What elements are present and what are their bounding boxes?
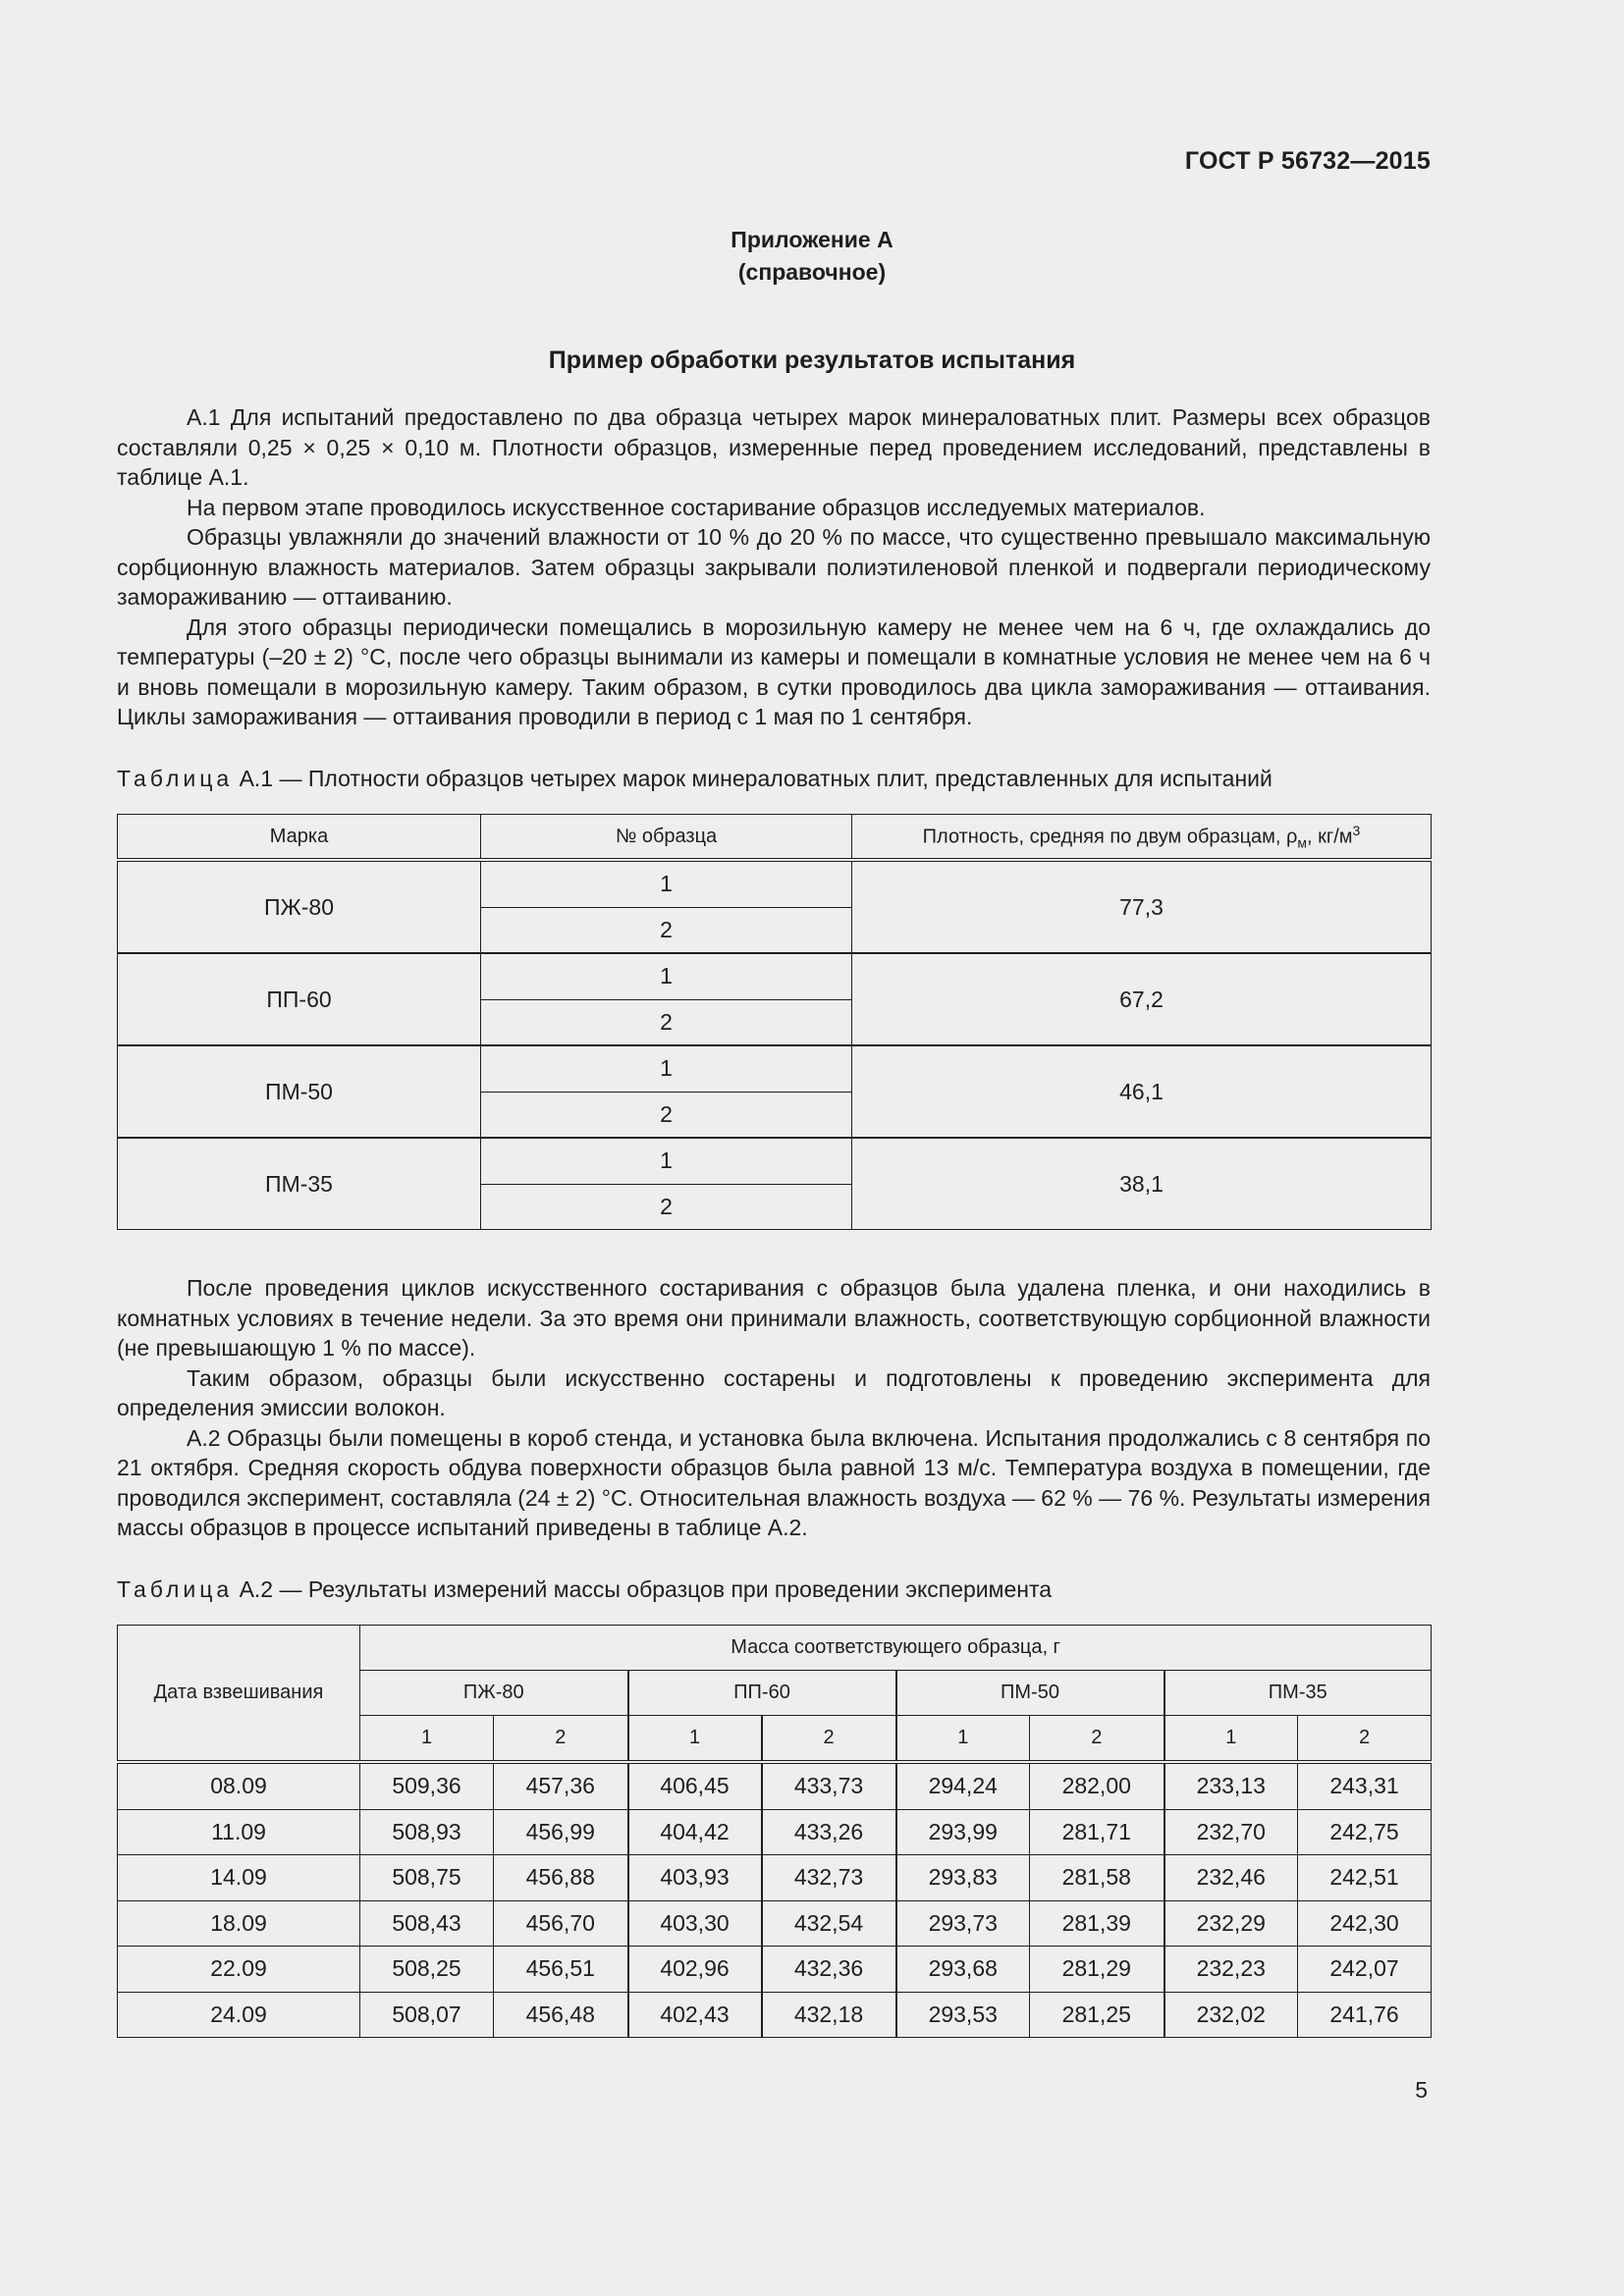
page-number: 5 xyxy=(1415,2077,1428,2103)
mass-cell: 232,29 xyxy=(1164,1900,1298,1947)
brand-header: ПМ-35 xyxy=(1164,1671,1432,1716)
mass-cell: 432,36 xyxy=(762,1947,896,1993)
mass-cell: 403,30 xyxy=(628,1900,762,1947)
mass-cell: 456,70 xyxy=(494,1900,628,1947)
annex-type: (справочное) xyxy=(737,259,887,285)
paragraph: А.2 Образцы были помещены в короб стенда, и установка была включена. Испытания продолжались с 8 сентября по 21 октября. Средняя скорость обдува поверхности образцов была равной 13 м/с. Температура воздуха в помещении, где проводился эксперимент, составляла (24 ± 2) °С. Относительная влажность воздуха — 62 % — 76 %. Результаты измерения массы образцов в процессе испытаний приведены в таблице А.2. xyxy=(117,1424,1431,1540)
date-col-header: Дата взвешивания xyxy=(118,1626,360,1763)
mass-cell: 404,42 xyxy=(628,1809,762,1855)
mass-cell: 242,51 xyxy=(1298,1855,1432,1901)
date-cell: 22.09 xyxy=(118,1947,360,1993)
mass-cell: 281,58 xyxy=(1030,1855,1164,1901)
table2-caption xyxy=(117,1575,1431,1604)
mass-cell: 243,31 xyxy=(1298,1762,1432,1809)
mass-cell: 433,73 xyxy=(762,1762,896,1809)
table-row xyxy=(118,1947,1432,1993)
table2-caption-text: А.2 — Результаты измерений массы образцов при проведении эксперимента xyxy=(239,1576,1053,1602)
mass-table-body xyxy=(118,1762,1432,2038)
sample-cell: 1 xyxy=(481,1045,852,1092)
mass-cell: 402,96 xyxy=(628,1947,762,1993)
mass-cell: 232,46 xyxy=(1164,1855,1298,1901)
table-row xyxy=(118,1138,1432,1184)
mass-cell: 509,36 xyxy=(360,1762,494,1809)
mass-cell: 281,39 xyxy=(1030,1900,1164,1947)
sample-cell: 1 xyxy=(481,860,852,907)
sample-header: 1 xyxy=(896,1716,1030,1763)
mass-cell: 402,43 xyxy=(628,1992,762,2038)
mass-cell: 508,25 xyxy=(360,1947,494,1993)
table-row xyxy=(118,1900,1432,1947)
date-cell: 11.09 xyxy=(118,1809,360,1855)
paragraph: Таким образом, образцы были искусственно состарены и подготовлены к проведению эксперимента для определения эмиссии волокон. xyxy=(117,1364,1431,1420)
mass-cell: 432,18 xyxy=(762,1992,896,2038)
mass-cell: 508,93 xyxy=(360,1809,494,1855)
brand-cell: ПП-60 xyxy=(118,953,481,1045)
mass-cell: 293,83 xyxy=(896,1855,1030,1901)
sample-cell: 1 xyxy=(481,1138,852,1184)
mass-cell: 508,43 xyxy=(360,1900,494,1947)
mass-cell: 456,99 xyxy=(494,1809,628,1855)
table-row xyxy=(118,953,1432,999)
mass-cell: 242,75 xyxy=(1298,1809,1432,1855)
mass-cell: 406,45 xyxy=(628,1762,762,1809)
mass-cell: 293,73 xyxy=(896,1900,1030,1947)
mass-cell: 433,26 xyxy=(762,1809,896,1855)
brand-cell: ПМ-35 xyxy=(118,1138,481,1230)
sample-cell: 1 xyxy=(481,953,852,999)
table1-caption-text: А.1 — Плотности образцов четырех марок минераловатных плит, представленных для испытаний xyxy=(239,766,1272,791)
table-row xyxy=(118,860,1432,907)
mass-cell: 432,73 xyxy=(762,1855,896,1901)
mass-cell: 232,70 xyxy=(1164,1809,1298,1855)
paragraph: На первом этапе проводилось искусственное состаривание образцов исследуемых материалов. xyxy=(187,494,1206,520)
mass-cell: 241,76 xyxy=(1298,1992,1432,2038)
mass-cell: 281,29 xyxy=(1030,1947,1164,1993)
paragraph: Образцы увлажняли до значений влажности от 10 % до 20 % по массе, что существенно превышало максимальную сорбционную влажность материалов. Затем образцы закрывали полиэтиленовой пленкой и подвергали периодическому замораживанию — оттаиванию. xyxy=(117,524,1431,610)
brand-col-header: Марка xyxy=(118,815,481,861)
mass-cell: 281,71 xyxy=(1030,1809,1164,1855)
paragraph: Для этого образцы периодически помещались в морозильную камеру не менее чем на 6 ч, где охлаждались до температуры (–20 ± 2) °С, после чего образцы вынимали из камеры и помещали в комнатные условия не менее чем на 6 ч и вновь помещали в морозильную камеру. Таким образом, в сутки проводилось два цикла замораживания — оттаивания. Циклы замораживания — оттаивания проводили в период с 1 мая по 1 сентября. xyxy=(117,614,1431,729)
sample-header: 1 xyxy=(628,1716,762,1763)
mass-cell: 293,68 xyxy=(896,1947,1030,1993)
section-title: Пример обработки результатов испытания xyxy=(548,347,1076,374)
date-cell: 18.09 xyxy=(118,1900,360,1947)
mass-group-header: Масса соответствующего образца, г xyxy=(360,1626,1432,1671)
mass-cell: 508,07 xyxy=(360,1992,494,2038)
date-cell: 08.09 xyxy=(118,1762,360,1809)
standard-code: ГОСТ Р 56732—2015 xyxy=(1184,147,1431,175)
sample-header: 2 xyxy=(1298,1716,1432,1763)
date-cell: 14.09 xyxy=(118,1855,360,1901)
sample-header: 1 xyxy=(360,1716,494,1763)
mass-table xyxy=(117,1625,1432,2038)
sample-cell: 2 xyxy=(481,907,852,953)
mass-cell: 232,23 xyxy=(1164,1947,1298,1993)
sample-header: 2 xyxy=(762,1716,896,1763)
density-cell: 38,1 xyxy=(852,1138,1432,1230)
density-col-header: Плотность, средняя по двум образцам, $\rho_м$, $кг/м^3$ xyxy=(852,815,1432,861)
brand-header: ПП-60 xyxy=(628,1671,896,1716)
sample-cell: 2 xyxy=(481,1184,852,1230)
sample-col-header: № образца xyxy=(481,815,852,861)
brand-cell: ПМ-50 xyxy=(118,1045,481,1138)
mass-cell: 456,51 xyxy=(494,1947,628,1993)
mass-cell: 508,75 xyxy=(360,1855,494,1901)
sample-header: 2 xyxy=(494,1716,628,1763)
mass-cell: 232,02 xyxy=(1164,1992,1298,2038)
table-row xyxy=(118,1992,1432,2038)
brand-header: ПМ-50 xyxy=(896,1671,1164,1716)
mass-cell: 242,30 xyxy=(1298,1900,1432,1947)
table2-caption-label: Таблица xyxy=(117,1576,234,1602)
table-row xyxy=(118,1855,1432,1901)
text-block-1 xyxy=(117,402,1431,732)
mass-cell: 282,00 xyxy=(1030,1762,1164,1809)
annex-label: Приложение А xyxy=(731,227,893,252)
density-table xyxy=(117,814,1432,1230)
mass-cell: 456,48 xyxy=(494,1992,628,2038)
density-cell: 46,1 xyxy=(852,1045,1432,1138)
brand-cell: ПЖ-80 xyxy=(118,860,481,953)
mass-cell: 456,88 xyxy=(494,1855,628,1901)
density-cell: 67,2 xyxy=(852,953,1432,1045)
mass-cell: 293,53 xyxy=(896,1992,1030,2038)
table1-caption xyxy=(117,764,1431,793)
date-cell: 24.09 xyxy=(118,1992,360,2038)
sample-header: 1 xyxy=(1164,1716,1298,1763)
sample-cell: 2 xyxy=(481,1092,852,1138)
table1-caption-label: Таблица xyxy=(117,766,234,791)
mass-cell: 281,25 xyxy=(1030,1992,1164,2038)
sample-cell: 2 xyxy=(481,999,852,1045)
mass-cell: 457,36 xyxy=(494,1762,628,1809)
paragraph: А.1 Для испытаний предоставлено по два образца четырех марок минераловатных плит. Размеры всех образцов составляли 0,25 × 0,25 × 0,10 м. Плотности образцов, измеренные перед проведением исследований, представлены в таблице А.1. xyxy=(117,404,1431,490)
brand-header: ПЖ-80 xyxy=(360,1671,628,1716)
table-row xyxy=(118,1045,1432,1092)
mass-cell: 294,24 xyxy=(896,1762,1030,1809)
sample-header: 2 xyxy=(1030,1716,1164,1763)
paragraph: После проведения циклов искусственного состаривания с образцов была удалена пленка, и они находились в комнатных условиях в течение недели. За это время они принимали влажность, соответствующую сорбционной влажности (не превышающую 1 % по массе). xyxy=(117,1275,1431,1361)
density-cell: 77,3 xyxy=(852,860,1432,953)
mass-cell: 432,54 xyxy=(762,1900,896,1947)
text-block-2 xyxy=(117,1273,1431,1543)
mass-cell: 233,13 xyxy=(1164,1762,1298,1809)
mass-cell: 242,07 xyxy=(1298,1947,1432,1993)
table-row xyxy=(118,1809,1432,1855)
table-row xyxy=(118,1762,1432,1809)
mass-cell: 403,93 xyxy=(628,1855,762,1901)
mass-cell: 293,99 xyxy=(896,1809,1030,1855)
annex-heading xyxy=(0,224,1624,289)
